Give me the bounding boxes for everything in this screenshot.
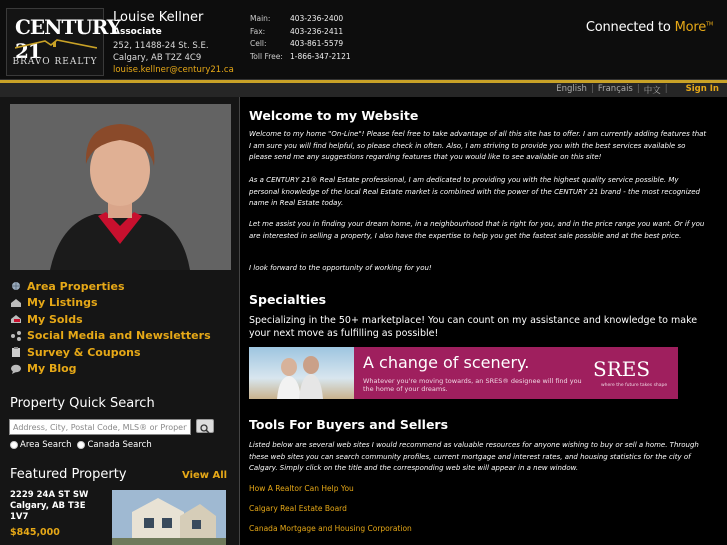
lang-english[interactable]: English — [556, 84, 587, 94]
agent-photo — [10, 104, 231, 270]
logo-wordmark: CENTURY 21 — [15, 15, 121, 63]
link-realtor-help[interactable]: How A Realtor Can Help You — [249, 484, 354, 493]
agent-portrait — [10, 104, 231, 270]
area-search-label: Area Search — [20, 440, 72, 450]
sidebar-item-label: Area Properties — [27, 279, 125, 293]
clipboard-icon — [10, 347, 22, 357]
agent-name: Louise Kellner — [113, 10, 204, 25]
link-calgary-real-estate-board[interactable]: Calgary Real Estate Board — [249, 504, 347, 513]
sidebar-item-label: Social Media and Newsletters — [27, 329, 211, 343]
house-icon — [10, 298, 22, 308]
lang-francais[interactable]: Français — [597, 84, 633, 94]
specialties-text: Specializing in the 50+ marketplace! You can count on my assistance and knowledge to make your next move as fulfilling as possible! — [249, 315, 698, 339]
agent-email-link[interactable]: louise.kellner@century21.ca — [113, 65, 234, 75]
connected-to-more-tagline — [586, 20, 713, 35]
agent-address-line1: 252, 11488-24 St. S.E. — [113, 41, 209, 51]
sidebar-item-label: My Solds — [27, 312, 83, 326]
phone-row-tollfree — [250, 51, 351, 64]
specialties-heading: Specialties — [249, 292, 327, 307]
sidebar-item-my-blog[interactable] — [10, 361, 236, 378]
view-all-link[interactable]: View All — [182, 470, 228, 481]
phone-label: Main: — [250, 14, 271, 23]
featured-property-photo[interactable] — [112, 490, 226, 545]
phone-value: 403-236-2411 — [290, 26, 344, 36]
share-icon — [10, 331, 22, 341]
banner-headline: A change of scenery. — [363, 353, 530, 372]
lang-separator: | — [636, 84, 640, 94]
tagline-mark: TM — [706, 21, 713, 28]
welcome-heading: Welcome to my Website — [249, 108, 419, 123]
welcome-paragraph-4: I look forward to the opportunity of working for you! — [249, 264, 432, 272]
sidebar-item-my-solds[interactable] — [10, 311, 236, 328]
phone-label: Toll Free: — [250, 51, 283, 61]
welcome-paragraph-2: As a CENTURY 21® Real Estate professional, I am dedicated to providing you with the highest quality service possible. My personal knowledge of the local Real Estate market is combined with the power of the CENTURY 21 brand - the most recognized name in Real Estate today. — [249, 176, 700, 207]
sidebar — [0, 97, 240, 545]
featured-property-title: Featured Property — [10, 467, 127, 482]
main-content — [241, 97, 727, 545]
sidebar-item-label: Survey & Coupons — [27, 345, 141, 359]
phone-row-fax — [250, 26, 351, 39]
canada-search-label: Canada Search — [87, 440, 152, 450]
agent-address — [113, 40, 234, 76]
sidebar-item-label: My Blog — [27, 362, 77, 376]
globe-icon — [10, 281, 22, 291]
phone-value: 403-236-2400 — [290, 14, 344, 23]
welcome-paragraph-1: Welcome to my home "On-Line"! Please feel free to take advantage of all this site has to offer. I am currently adding features that I am sure you will find helpful, so please check in often. Also, I am striving to provide you with the best services available so please send me any suggestions regarding features that you would like to see available on this site! — [249, 130, 707, 161]
phone-label: Fax: — [250, 26, 266, 36]
site-header — [0, 0, 727, 80]
century21-logo[interactable] — [6, 8, 121, 76]
phone-label: Cell: — [250, 39, 267, 48]
phone-list — [250, 13, 351, 63]
speech-bubble-icon — [10, 364, 22, 374]
radio-circle — [77, 441, 85, 449]
sres-tagline: where the future takes shape — [601, 383, 668, 388]
area-search-radio[interactable] — [10, 440, 71, 450]
tagline-accent: More — [674, 20, 707, 35]
search-button[interactable] — [196, 419, 214, 433]
phone-row-main — [250, 13, 351, 26]
search-icon — [197, 423, 213, 435]
agent-title: Associate — [113, 27, 162, 37]
sidebar-item-social-media[interactable] — [10, 328, 236, 345]
sidebar-item-my-listings[interactable] — [10, 295, 236, 312]
sidebar-item-survey-coupons[interactable] — [10, 344, 236, 361]
lang-separator: | — [590, 84, 594, 94]
banner-subline: Whatever you're moving towards, an SRES® designee will find you the home of your dreams. — [363, 377, 582, 393]
link-cmhc[interactable]: Canada Mortgage and Housing Corporation — [249, 524, 412, 533]
sold-house-icon — [10, 314, 22, 324]
welcome-paragraph-3: Let me assist you in finding your dream home, in a neighbourhood that is right for you, and in the price range you want. Or if you are interested in selling a property, I also have the expertise to help you get the fastest sale possible and at the best price. — [249, 220, 705, 240]
sres-banner[interactable] — [249, 347, 678, 399]
agent-address-line2: Calgary, AB T2Z 4C9 — [113, 53, 202, 63]
featured-property-address[interactable]: 2229 24A ST SW Calgary, AB T3E 1V7 — [10, 490, 89, 522]
phone-value: 1-866-347-2121 — [290, 51, 351, 61]
lang-separator: | — [664, 84, 668, 94]
logo-house-icon — [15, 39, 97, 49]
radio-circle — [10, 441, 18, 449]
sidebar-item-area-properties[interactable] — [10, 278, 236, 295]
tagline-start: Connected to — [585, 20, 675, 35]
banner-couple-image — [249, 347, 354, 399]
house-photo — [112, 490, 226, 545]
banner-photo — [249, 347, 354, 399]
sidebar-nav — [10, 278, 236, 377]
search-scope-radios — [10, 440, 152, 450]
language-links — [556, 84, 719, 96]
agent-info — [113, 10, 234, 76]
phone-row-cell — [250, 38, 351, 51]
tools-text: Listed below are several web sites I would recommend as valuable resources for anyone wishing to buy or sell a home. Through these web sites you can search community profiles, current mortgage and interest rates, and housing statistics for the city of Calgary. Simply click on the title and the corresponding web site will appear in a new window. — [249, 441, 699, 472]
language-bar — [0, 83, 727, 97]
quick-search-input[interactable] — [9, 419, 191, 435]
sidebar-item-label: My Listings — [27, 296, 98, 310]
lang-chinese[interactable]: 中文 — [643, 86, 661, 96]
canada-search-radio[interactable] — [77, 440, 151, 450]
quick-search-title: Property Quick Search — [10, 396, 155, 411]
featured-property-price: $845,000 — [10, 527, 60, 538]
tools-heading: Tools For Buyers and Sellers — [249, 417, 449, 432]
logo-brokerage: BRAVO REALTY — [12, 57, 98, 67]
sign-in-link[interactable]: Sign In — [685, 84, 719, 94]
sres-logo: SRES — [593, 357, 651, 381]
phone-value: 403-861-5579 — [290, 39, 344, 48]
